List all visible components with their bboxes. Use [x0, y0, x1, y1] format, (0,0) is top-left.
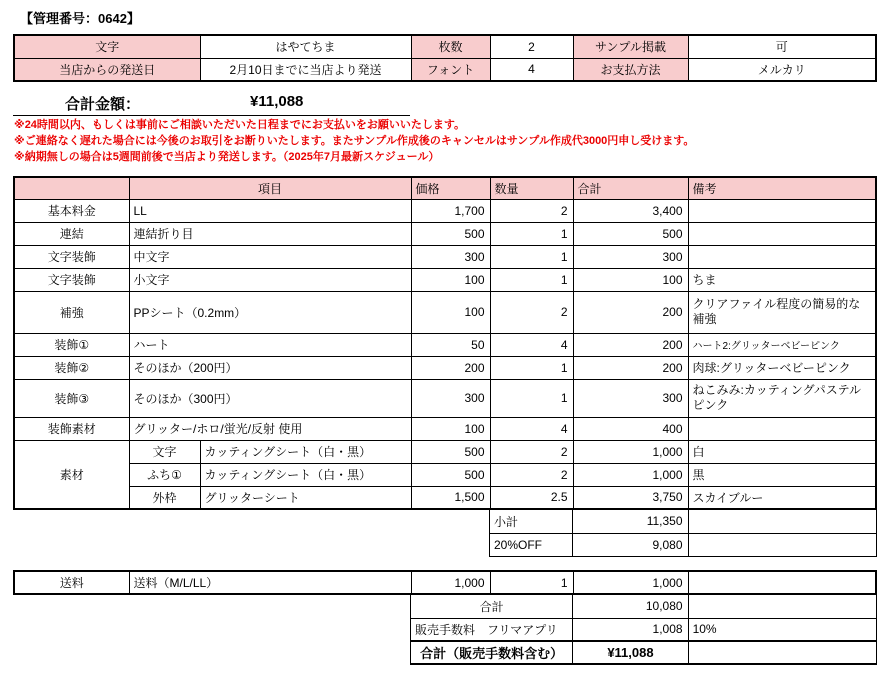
- total-cell: 1,000: [573, 463, 688, 486]
- qty-cell: 4: [490, 417, 573, 440]
- note-cell: スカイブルー: [688, 486, 876, 509]
- maisu-label: 枚数: [411, 35, 490, 58]
- qty-cell: 1: [490, 379, 573, 417]
- management-number: 【管理番号：0642】: [20, 11, 140, 26]
- item-cell: 小文字: [129, 268, 411, 291]
- summary-total-value: 10,080: [573, 595, 688, 618]
- note-cell: 黒: [688, 463, 876, 486]
- moji-label: 文字: [14, 35, 200, 58]
- pricing-table: [13, 176, 877, 510]
- info-table: [13, 34, 877, 82]
- qty-cell: 2: [490, 463, 573, 486]
- note-cell: ちま: [688, 268, 876, 291]
- item-cell: グリッターシート: [200, 486, 411, 509]
- total-cell: 200: [573, 291, 688, 333]
- ship-date-label: 当店からの発送日: [14, 58, 200, 81]
- total-amount-label: 合計金額：: [65, 96, 141, 113]
- discount-note: [688, 533, 877, 556]
- qty-cell: 1: [490, 268, 573, 291]
- total-amount-line: [13, 91, 410, 116]
- total-cell: 300: [573, 245, 688, 268]
- item-cell: PPシート（0.2mm）: [129, 291, 411, 333]
- total-cell: 100: [573, 268, 688, 291]
- total-cell: 1,000: [573, 440, 688, 463]
- table-row: [14, 222, 876, 245]
- qty-cell: 1: [490, 356, 573, 379]
- subtotal-label: 小計: [490, 510, 573, 533]
- sub-label-cell: 文字: [129, 440, 200, 463]
- price-cell: 300: [411, 379, 490, 417]
- moji-value: はやてちま: [200, 35, 411, 58]
- total-cell: 200: [573, 333, 688, 356]
- grand-total-value: ¥11,088: [573, 641, 688, 664]
- item-cell: そのほか（200円）: [129, 356, 411, 379]
- item-cell: グリッター/ホロ/蛍光/反射 使用: [129, 417, 411, 440]
- payment-label: お支払方法: [573, 58, 688, 81]
- qty-header: 数量: [490, 177, 573, 199]
- font-label: フォント: [411, 58, 490, 81]
- summary-total-label: 合計: [411, 595, 573, 618]
- table-row: [14, 486, 876, 509]
- price-cell: 1,000: [411, 571, 490, 594]
- qty-cell: 2.5: [490, 486, 573, 509]
- qty-cell: 2: [490, 440, 573, 463]
- note-cell: ねこみみ:カッティングパステルピンク: [688, 379, 876, 417]
- discount-value: 9,080: [573, 533, 688, 556]
- qty-cell: 1: [490, 571, 573, 594]
- total-cell: 3,750: [573, 486, 688, 509]
- category-cell: 装飾②: [14, 356, 129, 379]
- price-cell: 100: [411, 268, 490, 291]
- item-cell: そのほか（300円）: [129, 379, 411, 417]
- price-cell: 500: [411, 440, 490, 463]
- pricing-section: [13, 176, 877, 557]
- note-cell: 白: [688, 440, 876, 463]
- note-cell: 肉球:グリッターベビーピンク: [688, 356, 876, 379]
- price-cell: 200: [411, 356, 490, 379]
- table-row: [14, 356, 876, 379]
- category-cell: 補強: [14, 291, 129, 333]
- info-row: [14, 58, 876, 81]
- table-row: [14, 463, 876, 486]
- note-cell: [688, 199, 876, 222]
- grand-total-row: [411, 641, 877, 664]
- category-cell: 連結: [14, 222, 129, 245]
- qty-cell: 2: [490, 291, 573, 333]
- qty-cell: 1: [490, 222, 573, 245]
- item-cell: カッティングシート（白・黒）: [200, 463, 411, 486]
- table-row: [14, 440, 876, 463]
- category-header: [14, 177, 129, 199]
- price-cell: 1,700: [411, 199, 490, 222]
- price-cell: 100: [411, 291, 490, 333]
- ship-date-value: 2月10日までに当店より発送: [200, 58, 411, 81]
- notice-line: ※納期無しの場合は5週間前後で当店より発送します。（2025年7月最新スケジュール）: [14, 151, 440, 163]
- summary-total-note: [688, 595, 876, 618]
- category-cell: 装飾①: [14, 333, 129, 356]
- notice-line: ※24時間以内、もしくは事前にご相談いただいた日程までにお支払いをお願いいたします。: [14, 119, 466, 131]
- shipping-row: [14, 571, 876, 594]
- summary-table: [410, 595, 877, 665]
- payment-notices: [14, 117, 884, 165]
- qty-cell: 4: [490, 333, 573, 356]
- total-cell: 1,000: [573, 571, 688, 594]
- category-cell: 装飾③: [14, 379, 129, 417]
- category-cell: 文字装飾: [14, 245, 129, 268]
- table-row: [14, 245, 876, 268]
- qty-cell: 1: [490, 245, 573, 268]
- grand-total-label: 合計（販売手数料含む）: [411, 641, 573, 664]
- grand-total-note: [688, 641, 876, 664]
- subtotal-note: [688, 510, 877, 533]
- notice-line: ※ご連絡なく遅れた場合には今後のお取引をお断りいたします。またサンプル作成後のキャンセルはサンプル作成代3000円申し受けます。: [14, 135, 695, 147]
- total-cell: 3,400: [573, 199, 688, 222]
- price-cell: 50: [411, 333, 490, 356]
- item-cell: LL: [129, 199, 411, 222]
- item-cell: ハート: [129, 333, 411, 356]
- item-cell: 中文字: [129, 245, 411, 268]
- subtotal-value: 11,350: [573, 510, 688, 533]
- note-cell: [688, 571, 876, 594]
- note-cell: [688, 417, 876, 440]
- note-cell: クリアファイル程度の簡易的な補強: [688, 291, 876, 333]
- item-cell: 連結折り目: [129, 222, 411, 245]
- total-cell: 500: [573, 222, 688, 245]
- price-cell: 100: [411, 417, 490, 440]
- maisu-value: 2: [490, 35, 573, 58]
- total-header: 合計: [573, 177, 688, 199]
- subtotal-table: [489, 510, 877, 557]
- fee-note: 10%: [688, 618, 876, 641]
- table-row: [14, 199, 876, 222]
- category-cell-material: 素材: [14, 440, 129, 509]
- item-cell: 送料（M/L/LL）: [129, 571, 411, 594]
- sub-label-cell: ふち①: [129, 463, 200, 486]
- table-row: [14, 291, 876, 333]
- shipping-table: [13, 570, 877, 595]
- total-amount-value: ¥11,088: [250, 93, 304, 110]
- item-cell: カッティングシート（白・黒）: [200, 440, 411, 463]
- total-cell: 200: [573, 356, 688, 379]
- category-cell: 基本料金: [14, 199, 129, 222]
- total-cell: 300: [573, 379, 688, 417]
- price-header: 価格: [411, 177, 490, 199]
- price-cell: 1,500: [411, 486, 490, 509]
- note-header: 備考: [688, 177, 876, 199]
- note-cell: ハート2:グリッターベビーピンク: [688, 333, 876, 356]
- sub-label-cell: 外枠: [129, 486, 200, 509]
- payment-value: メルカリ: [688, 58, 876, 81]
- category-cell: 送料: [14, 571, 129, 594]
- qty-cell: 2: [490, 199, 573, 222]
- fee-row: [411, 618, 877, 641]
- table-row: [14, 379, 876, 417]
- note-cell: [688, 222, 876, 245]
- total-cell: 400: [573, 417, 688, 440]
- summary-total-row: [411, 595, 877, 618]
- table-row: [14, 333, 876, 356]
- fee-value: 1,008: [573, 618, 688, 641]
- discount-label: 20%OFF: [490, 533, 573, 556]
- table-row: [14, 268, 876, 291]
- price-cell: 500: [411, 222, 490, 245]
- category-cell: 装飾素材: [14, 417, 129, 440]
- info-row: [14, 35, 876, 58]
- sample-label: サンプル掲載: [573, 35, 688, 58]
- price-cell: 300: [411, 245, 490, 268]
- font-value: 4: [490, 58, 573, 81]
- category-cell: 文字装飾: [14, 268, 129, 291]
- sample-value: 可: [688, 35, 876, 58]
- discount-row: [490, 533, 877, 556]
- fee-label: 販売手数料 フリマアプリ: [411, 618, 573, 641]
- item-header: 項目: [129, 177, 411, 199]
- table-row: [14, 417, 876, 440]
- note-cell: [688, 245, 876, 268]
- price-cell: 500: [411, 463, 490, 486]
- subtotal-row: [490, 510, 877, 533]
- pricing-header-row: [14, 177, 876, 199]
- shipping-summary-section: [13, 570, 877, 665]
